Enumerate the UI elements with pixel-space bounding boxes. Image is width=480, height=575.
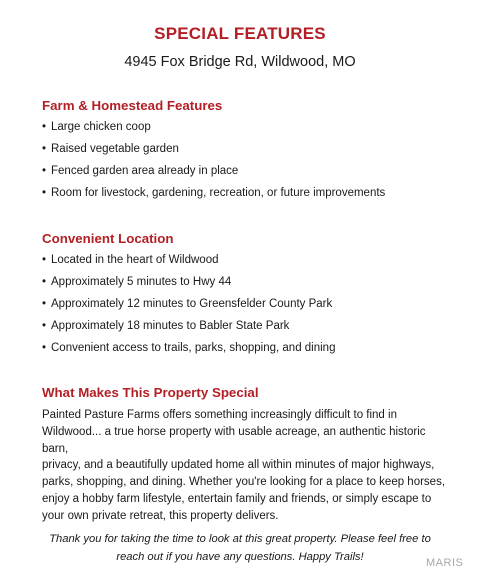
closing-note	[0, 530, 480, 566]
page-title: SPECIAL FEATURES	[154, 24, 326, 43]
bullet-icon: •	[42, 254, 47, 266]
property-address: 4945 Fox Bridge Rd, Wildwood, MO	[124, 54, 356, 70]
paragraph-line: Painted Pasture Farms offers something increasingly difficult to find in	[42, 409, 397, 421]
paragraph-line: enjoy a hobby farm lifestyle, entertain family and friends, or simply escape to	[42, 492, 432, 505]
list-item: • Raised vegetable garden	[42, 143, 179, 155]
bullet-list	[42, 253, 452, 363]
list-item: • Approximately 5 minutes to Hwy 44	[42, 276, 232, 288]
bullet-icon: •	[42, 187, 47, 199]
bullet-icon: •	[42, 276, 47, 288]
bullet-icon: •	[42, 143, 47, 155]
paragraph-line: parks, shopping, and dining. Whether you're looking for a place to keep horses,	[42, 476, 446, 489]
paragraph-line: privacy, and a beautifully updated home all within minutes of major highways,	[42, 459, 435, 472]
list-item: • Large chicken coop	[42, 121, 151, 133]
description-paragraph	[42, 407, 452, 525]
bullet-icon: •	[42, 298, 47, 310]
closing-line: Thank you for taking the time to look at this great property. Please feel free to	[49, 533, 431, 545]
section-convenient-location	[42, 230, 452, 363]
list-item: • Fenced garden area already in place	[42, 165, 239, 177]
bullet-icon: •	[42, 320, 47, 332]
list-item: • Room for livestock, gardening, recreation, or future improvements	[42, 187, 386, 199]
section-heading: Convenient Location	[42, 231, 174, 246]
bullet-list	[42, 120, 452, 208]
list-item: • Approximately 12 minutes to Greensfelder County Park	[42, 298, 333, 310]
section-farm-homestead	[42, 97, 452, 208]
list-item: • Convenient access to trails, parks, shopping, and dining	[42, 342, 336, 354]
section-heading: What Makes This Property Special	[42, 385, 259, 400]
bullet-icon: •	[42, 165, 47, 177]
list-item: • Approximately 18 minutes to Babler State Park	[42, 320, 290, 332]
bullet-icon: •	[42, 121, 47, 133]
bullet-icon: •	[42, 342, 47, 354]
list-item: • Located in the heart of Wildwood	[42, 254, 219, 266]
section-property-special	[42, 384, 452, 525]
closing-line: reach out if you have any questions. Happy Trails!	[116, 551, 364, 563]
paragraph-line: your own private retreat, this property delivers.	[42, 509, 279, 522]
section-heading: Farm & Homestead Features	[42, 98, 223, 113]
maris-watermark: MARIS	[426, 557, 464, 569]
paragraph-line: Wildwood... a true horse property with usable acreage, an authentic historic barn,	[42, 425, 426, 455]
